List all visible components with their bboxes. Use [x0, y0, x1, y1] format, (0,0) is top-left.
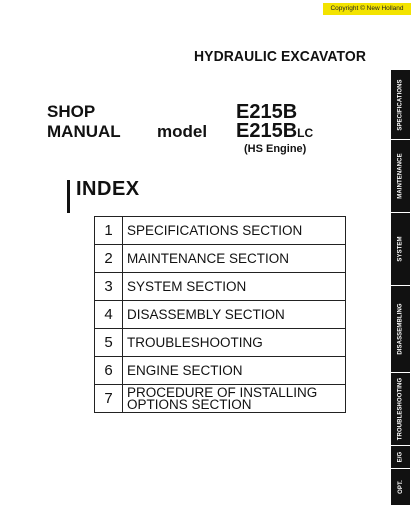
section-tabs	[391, 70, 410, 506]
model-name-1: E215B	[236, 101, 298, 123]
index-label[interactable]	[123, 357, 346, 385]
index-row[interactable]	[95, 385, 346, 413]
index-row[interactable]	[95, 217, 346, 245]
model-label: model	[157, 122, 208, 141]
index-label[interactable]	[123, 245, 346, 273]
document-title: HYDRAULIC EXCAVATOR	[194, 48, 367, 65]
copyright-label: Copyright © New Holland	[323, 3, 411, 15]
tab-label: OPT.	[397, 480, 404, 494]
index-row[interactable]	[95, 301, 346, 329]
index-row[interactable]	[95, 357, 346, 385]
index-table	[94, 216, 346, 413]
tab-label: TROUBLESHOOTING	[397, 377, 404, 441]
model-name-2	[236, 120, 313, 143]
index-number: 3	[95, 273, 123, 301]
index-label-line1: SPECIFICATIONS SECTION	[127, 222, 303, 238]
tab-label: SYSTEM	[397, 236, 404, 262]
engine-label: (HS Engine)	[244, 143, 307, 155]
tab-label: MAINTENANCE	[397, 153, 404, 199]
index-label[interactable]	[123, 217, 346, 245]
tab-label: SPECIFICATIONS	[397, 78, 404, 131]
index-title: INDEX	[76, 178, 140, 200]
tab-system[interactable]	[391, 213, 410, 286]
index-label[interactable]	[123, 273, 346, 301]
index-number: 1	[95, 217, 123, 245]
manual-label: MANUAL	[47, 122, 121, 141]
index-label[interactable]	[123, 329, 346, 357]
tab-label: E/G	[397, 451, 404, 463]
index-label-line1: DISASSEMBLY SECTION	[127, 306, 285, 322]
index-row[interactable]	[95, 273, 346, 301]
index-number: 6	[95, 357, 123, 385]
shop-label: SHOP	[47, 102, 96, 121]
tab-label: DISASSEMBLING	[397, 303, 404, 355]
index-number: 2	[95, 245, 123, 273]
index-number: 7	[95, 385, 123, 413]
index-label[interactable]	[123, 385, 346, 413]
index-label-line1: PROCEDURE OF INSTALLING	[127, 384, 318, 400]
tab-disassembling[interactable]	[391, 286, 410, 373]
index-bar	[67, 180, 70, 213]
tab-troubleshooting[interactable]	[391, 373, 410, 446]
tab-specifications[interactable]	[391, 70, 410, 140]
index-row[interactable]	[95, 245, 346, 273]
tab-engine[interactable]	[391, 446, 410, 469]
index-label-line1: SYSTEM SECTION	[127, 278, 247, 294]
model-name-2-suffix: LC	[297, 126, 314, 140]
index-label[interactable]	[123, 301, 346, 329]
index-number: 5	[95, 329, 123, 357]
model-name-2-main: E215B	[236, 120, 298, 142]
index-label-line1: ENGINE SECTION	[127, 362, 243, 378]
index-number: 4	[95, 301, 123, 329]
index-label-line1: TROUBLESHOOTING	[127, 334, 263, 350]
tab-options[interactable]	[391, 469, 410, 506]
index-label-line1: MAINTENANCE SECTION	[127, 250, 290, 266]
index-label-line2: OPTIONS SECTION	[127, 396, 252, 412]
index-row[interactable]	[95, 329, 346, 357]
tab-maintenance[interactable]	[391, 140, 410, 213]
